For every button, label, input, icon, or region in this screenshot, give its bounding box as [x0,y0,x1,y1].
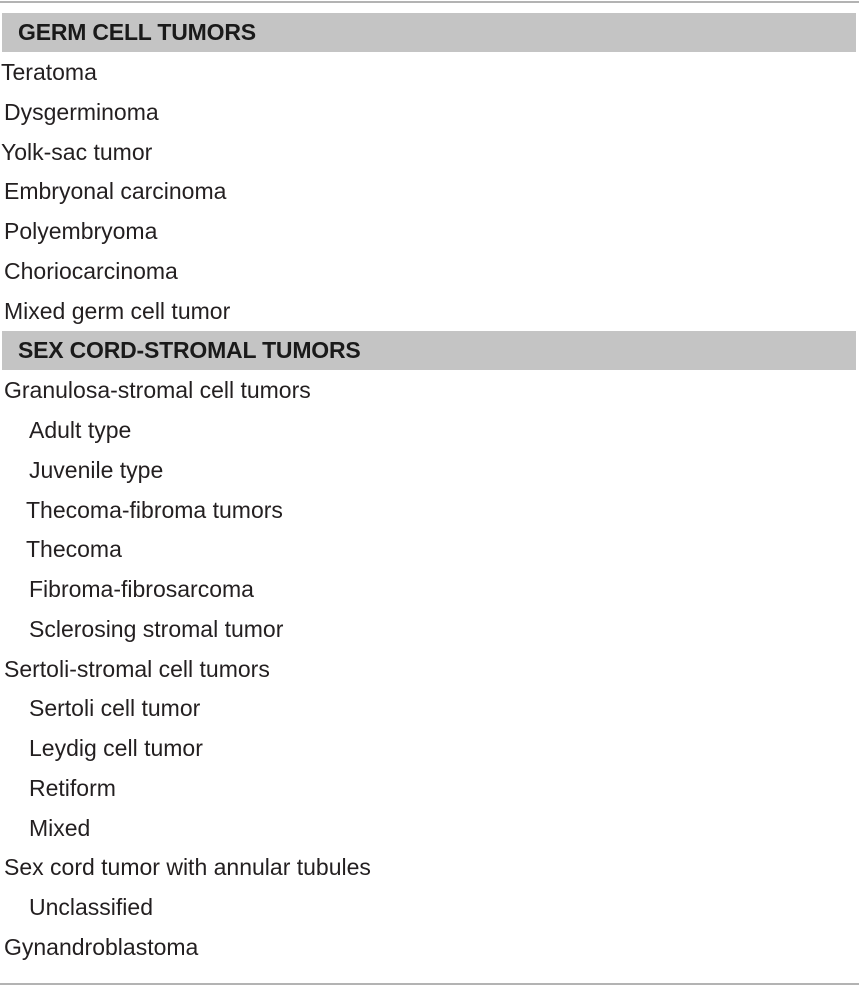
table-row: Retiform [29,775,116,801]
table-row: Thecoma-fibroma tumors [26,497,283,523]
table-row: Gynandroblastoma [4,934,199,960]
table-row: Polyembryoma [4,218,158,244]
table-row: Leydig cell tumor [29,735,203,761]
table-row: Unclassified [29,894,153,920]
table-row: Embryonal carcinoma [4,178,227,204]
table-top-rule [0,1,859,3]
table-row: Yolk-sac tumor [1,139,153,165]
table-row: Fibroma-fibrosarcoma [29,576,254,602]
table-row: Sertoli cell tumor [29,695,201,721]
table-row: Sex cord tumor with annular tubules [4,854,371,880]
section-header-sex-cord-stromal: SEX CORD-STROMAL TUMORS [2,331,856,370]
table-row: Dysgerminoma [4,99,159,125]
table-row: Sclerosing stromal tumor [29,616,284,642]
section-header-germ-cell: GERM CELL TUMORS [2,13,856,52]
table-row: Choriocarcinoma [4,258,178,284]
table-row: Granulosa-stromal cell tumors [4,377,311,403]
table-row: Juvenile type [29,457,164,483]
table-row: Sertoli-stromal cell tumors [4,656,270,682]
table-row: Adult type [29,417,132,443]
table-row: Thecoma [26,536,122,562]
table-row: Teratoma [1,59,97,85]
table-row: Mixed germ cell tumor [4,298,231,324]
table-row: Mixed [29,815,91,841]
